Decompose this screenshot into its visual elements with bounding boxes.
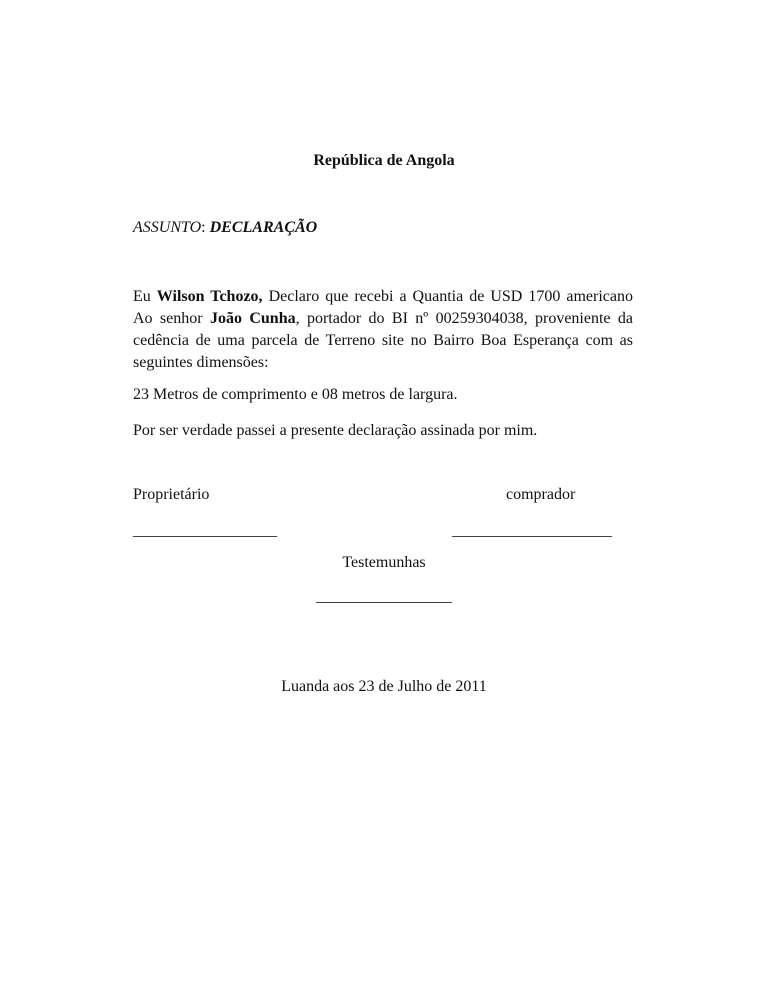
declarant-name: Wilson Tchozo, [156,288,263,305]
witness-signature-line: _________________ [316,588,452,605]
buyer-label: comprador [506,486,576,503]
owner-label: Proprietário [133,486,210,503]
recipient-name: João Cunha [209,310,296,327]
place-date: Luanda aos 23 de Julho de 2011 [281,678,487,695]
subject-value: DECLARAÇÃO [209,219,318,236]
declaration-paragraph [133,286,633,374]
subject-separator: : [201,219,210,236]
dimensions-paragraph: 23 Metros de comprimento e 08 metros de largura. [133,386,458,403]
owner-signature-line: __________________ [133,522,277,539]
p1-text-3: , portador do BI nº 00259304038, proveniente da cedência de uma parcela de Terreno site no Bairro Boa Esperança com as seguintes dimensões: [133,310,633,371]
buyer-signature-line: ____________________ [452,522,612,539]
p1-text-2: Declaro que recebi a Quantia de USD 1700 americano Ao senhor [133,288,633,327]
subject-label: ASSUNTO [133,219,202,236]
document-heading: República de Angola [313,152,455,169]
p1-text-1: Eu [133,288,157,305]
subject-line [133,219,317,237]
closing-paragraph: Por ser verdade passei a presente declaração assinada por mim. [133,422,538,439]
witness-label: Testemunhas [342,554,426,571]
